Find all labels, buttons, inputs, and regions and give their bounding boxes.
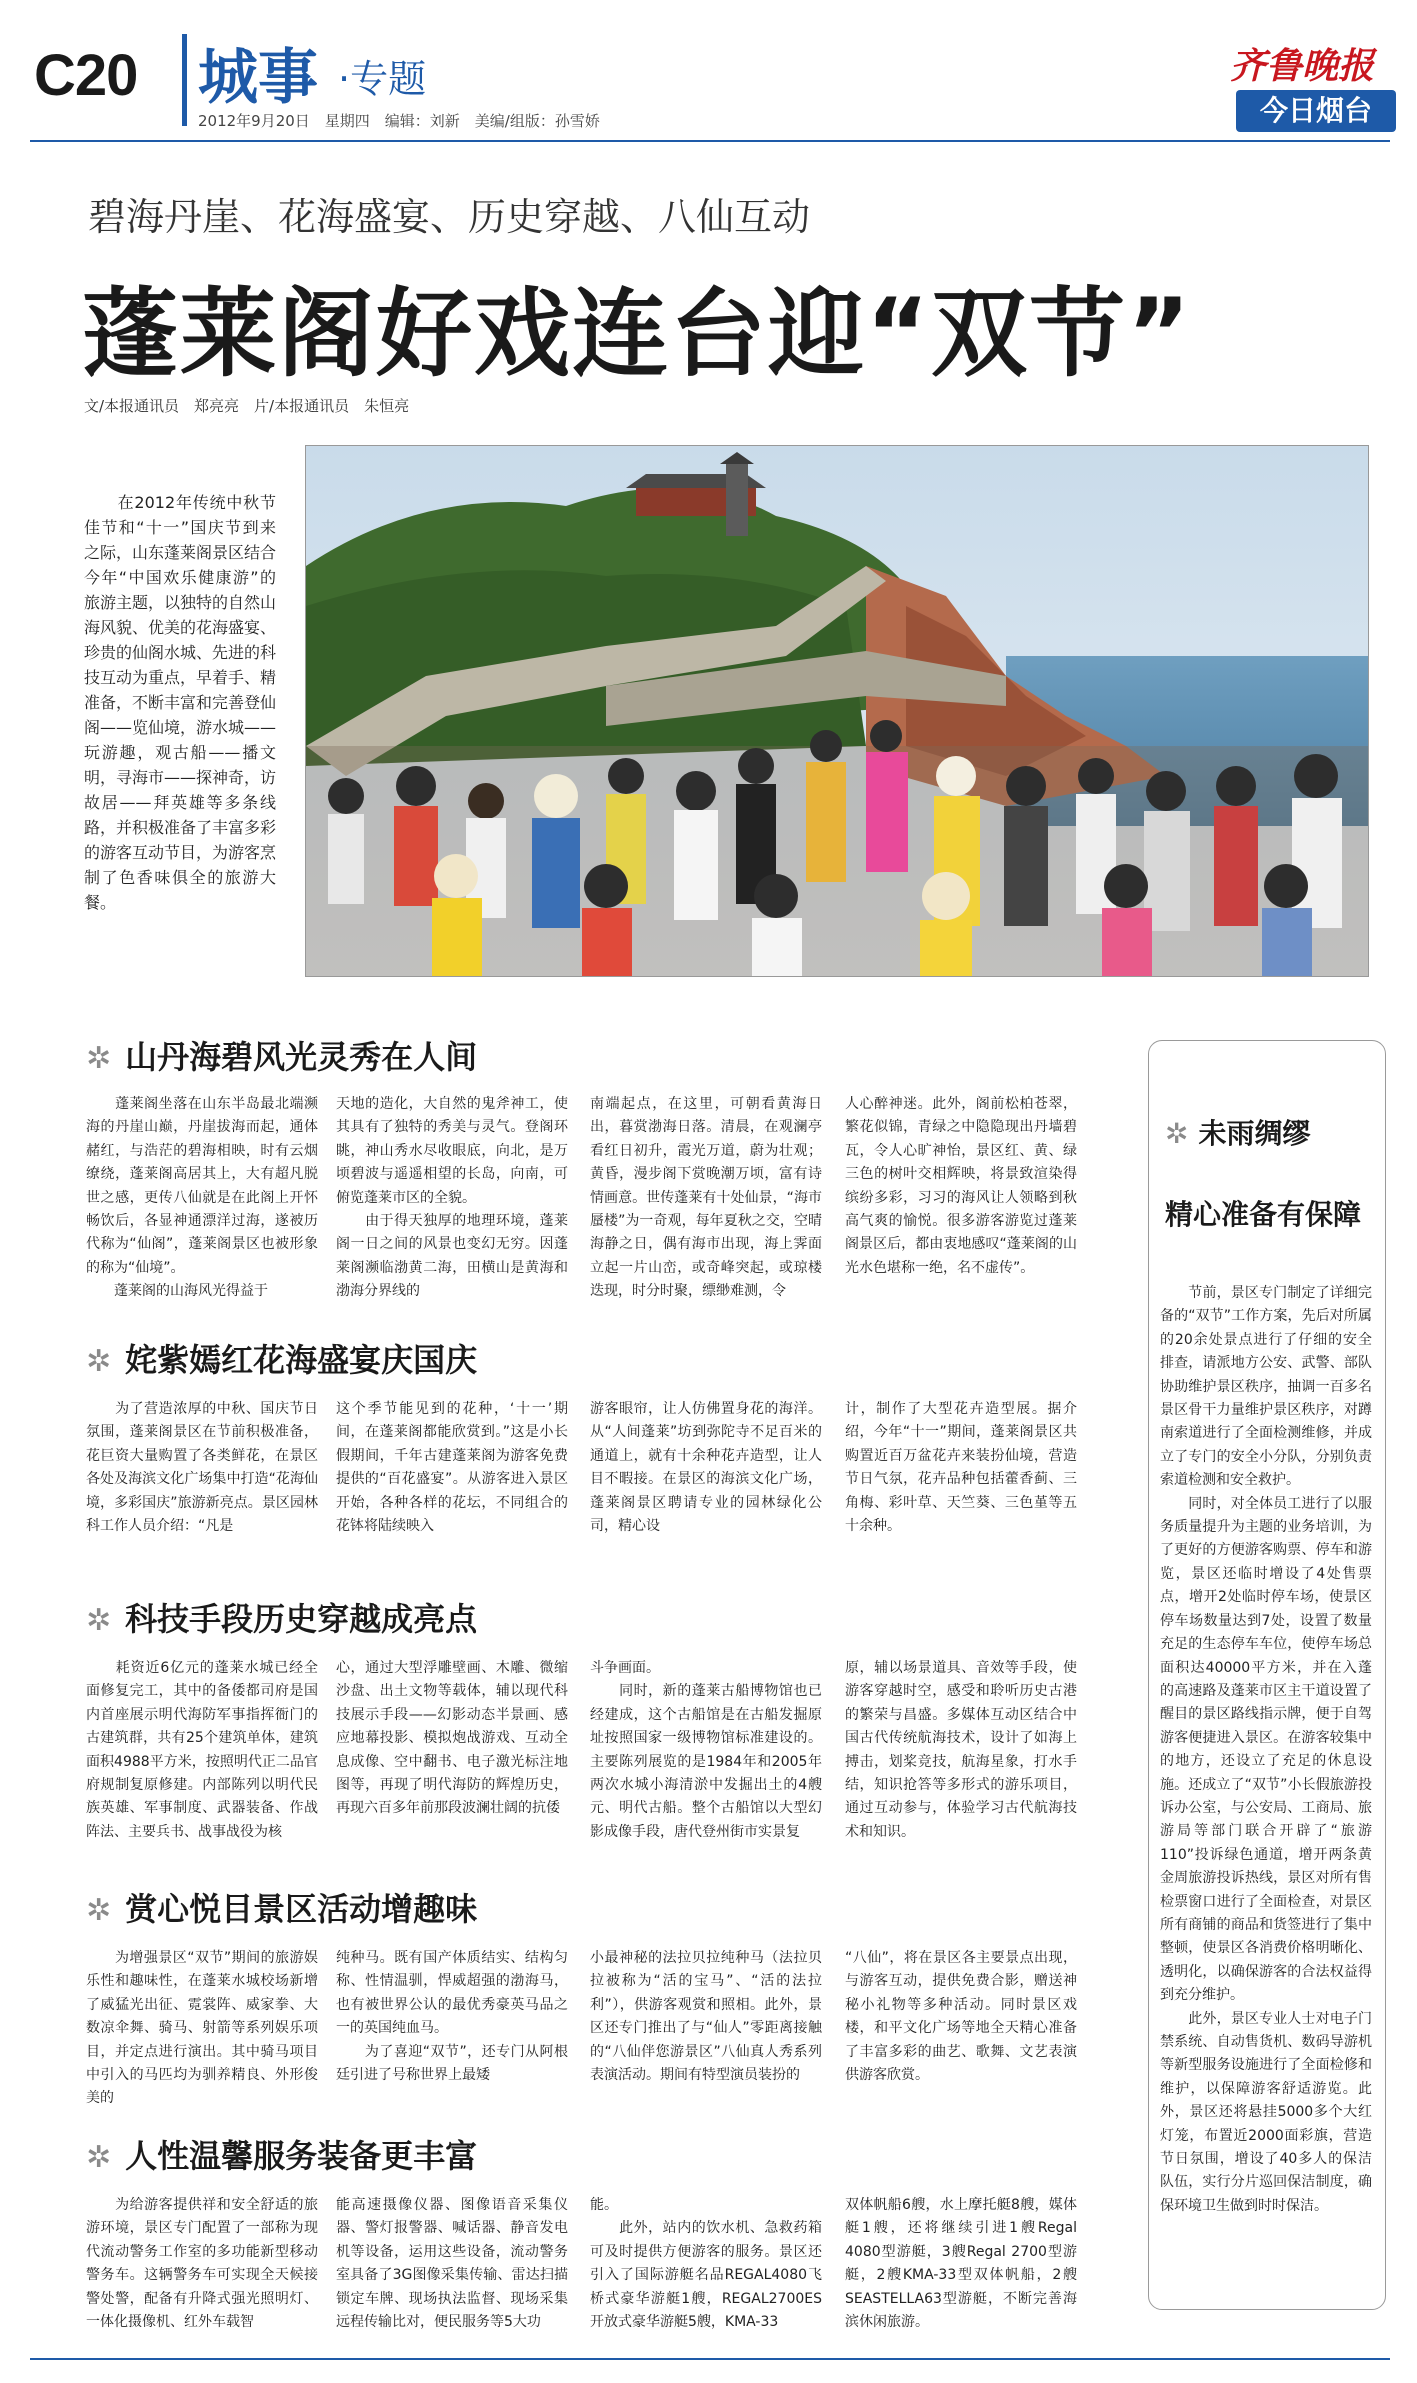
flower-icon: ✲	[86, 1041, 112, 1076]
masthead-divider	[182, 34, 187, 126]
sidebar-title-text: 未雨绸缪	[1198, 1117, 1311, 1150]
section-3-column-3: 斗争画面。 同时，新的蓬莱古船博物馆也已经建成，这个古船馆是在古船发掘原址按照国家一级博物馆标准建设的。主要陈列展览的是1984年和2005年两次水城小海清淤中发掘出土的4艘元、明代古船。整个古船馆以大型幻影成像手段，唐代登州街市实景复	[590, 1660, 822, 1840]
sidebar-body	[1160, 1282, 1372, 2218]
section-4-column-4: “八仙”，将在景区各主要景点出现，与游客互动，提供免费合影，赠送神秘小礼物等多种活动。同时景区戏楼，和平文化广场等地全天精心准备了丰富多彩的曲艺、歌舞、文艺表演供游客欣赏。	[845, 1950, 1077, 2084]
column-text: 为给游客提供祥和安全舒适的旅游环境，景区专门配置了一部称为现代流动警务工作室的多功能新型移动警务车。这辆警务车可实现全天候接警处警，配备有升降式强光照明灯、一体化摄像机、红外车载智	[86, 2197, 319, 2331]
column-text: 蓬莱阁坐落在山东半岛最北端濒海的丹崖山巅，丹崖拔海而起，通体赭红，与浩茫的碧海相映，时有云烟缭绕，蓬莱阁高居其上，大有超凡脱世之感，更传八仙就是在此阁上开怀畅饮后，各显神通漂洋过海，遂被历代称为“仙阁”，蓬莱阁景区也被形象的称为“仙境”。 蓬莱阁的山海风光得益于	[86, 1096, 319, 1300]
section-4-column-1	[86, 1947, 318, 2111]
article-kicker: 碧海丹崖、花海盛宴、历史穿越、八仙互动	[88, 195, 811, 239]
section-title: 城事	[198, 43, 318, 113]
flower-icon: ✲	[86, 1893, 112, 1928]
subsection-title: ·专题	[338, 57, 427, 101]
section-5-column-4: 双体帆船6艘，水上摩托艇8艘，媒体艇1艘，还将继续引进1艘Regal 4080型游艇，3艘Regal 2700型游艇，2艘KMA-33型双体帆船，2艘SEASTELLA63型游艇，不断完善海滨休闲旅游。	[845, 2197, 1077, 2331]
photo-illustration	[306, 446, 1368, 976]
section-heading-text: 山丹海碧风光灵秀在人间	[125, 1038, 478, 1076]
section-2-column-1	[86, 1398, 318, 1538]
article-byline: 文/本报通讯员 郑亮亮 片/本报通讯员 朱恒亮	[84, 397, 410, 415]
section-1-column-3: 南端起点，在这里，可朝看黄海日出，暮赏渤海日落。清晨，在观澜亭看红日初升，霞光万道，蔚为壮观；黄昏，漫步阁下赏晚潮万顷，富有诗情画意。世传蓬莱有十处仙景，“海市蜃楼”为一奇观，每年夏秋之交，空晴海静之日，偶有海市出现，海上霁面立起一片山峦，或奇峰突起，或琼楼迭现，时分时聚，缥缈难测，令	[590, 1096, 822, 1300]
section-heading-2	[86, 1335, 477, 1377]
section-heading-5	[86, 2131, 477, 2173]
flower-icon: ✲	[86, 2140, 112, 2175]
article-lead	[84, 490, 276, 915]
section-1-column-2: 天地的造化，大自然的鬼斧神工，使其具有了独特的秀美与灵气。登阁环眺，神山秀水尽收眼底，向北，是万顷碧波与遥遥相望的长岛，向南，可俯览蓬莱市区的全貌。 由于得天独厚的地理环境，蓬莱阁一日之间的风景也变幻无穷。因蓬莱阁濒临渤黄二海，田横山是黄海和渤海分界线的	[336, 1096, 568, 1300]
sidebar-title	[1165, 1112, 1310, 1152]
section-heading-4	[86, 1884, 477, 1926]
section-heading-text: 科技手段历史穿越成亮点	[125, 1600, 478, 1638]
section-heading-1	[86, 1032, 477, 1074]
section-1-column-4: 人心醉神迷。此外，阁前松柏苍翠，繁花似锦，青绿之中隐隐现出丹墙碧瓦，令人心旷神怡，景区红、黄、绿三色的树叶交相辉映，将景致渲染得缤纷多彩，习习的海风让人领略到秋高气爽的愉悦。很多游客游览过蓬莱阁景区后，都由衷地感叹“蓬莱阁的山光水色堪称一绝，名不虚传”。	[845, 1096, 1077, 1276]
section-4-column-3: 小最神秘的法拉贝拉纯种马（法拉贝拉被称为“活的宝马”、“活的法拉利”），供游客观赏和照相。此外，景区还专门推出了与“仙人”零距离接触的“八仙伴您游景区”八仙真人秀系列表演活动。期间有特型演员装扮的	[590, 1950, 822, 2084]
section-2-column-4: 计，制作了大型花卉造型展。据介绍，今年“十一”期间，蓬莱阁景区共购置近百万盆花卉来装扮仙境，营造节日气氛，花卉品种包括藿香蓟、三角梅、彩叶草、天竺葵、三色堇等五十余种。	[845, 1401, 1077, 1535]
sidebar-body-text: 节前，景区专门制定了详细完备的“双节”工作方案，先后对所属的20余处景点进行了仔细的安全排查，请派地方公安、武警、部队协助维护景区秩序，抽调一百多名景区骨干力量维护景区秩序，对蹲南索道进行了全面检测维修，并成立了专门的安全小分队，分别负责索道检测和安全救护。 同时，对全体员工进行了以服务质量提升为主题的业务培训，为了更好的方便游客购票、停车和游览，景区还临时增设了4处售票点，增开2处临时停车场，使景区停车场数量达到7处，设置了数量充足的生态停车车位，使停车场总面积达40000平方米，并在入蓬的高速路及蓬莱市区主干道设置了醒目的景区路线指示牌，便于自驾游客便捷进入景区。在游客较集中的地方，还设立了充足的休息设施。还成立了“双节”小长假旅游投诉办公室，与公安局、工商局、旅游局等部门联合开辟了“旅游110”投诉绿色通道，增开两条黄金周旅游投诉热线，景区对所有售检票窗口进行了全面检查，对景区所有商铺的商品和货签进行了集中整顿，使景区各消费价格明晰化、透明化，以确保游客的合法权益得到充分维护。 此外，景区专业人士对电子门禁系统、自动售货机、数码导游机等新型服务设施进行了全面检修和维护，以保障游客舒适游览。此外，景区还将悬挂5000多个大红灯笼，布置近2000面彩旗，营造节日氛围，增设了40多人的保洁队伍，实行分片巡回保洁制度，确保环境卫生做到时时保洁。	[1160, 1285, 1373, 2214]
section-2-column-2: 这个季节能见到的花种，‘十一’期间，在蓬莱阁都能欣赏到。”这是小长假期间，千年古建蓬莱阁为游客免费提供的“百花盛宴”。从游客进入景区开始，各种各样的花坛，不同组合的花钵将陆续映入	[336, 1401, 568, 1535]
article-headline: 蓬莱阁好戏连台迎“双节”	[82, 278, 1193, 390]
section-5-column-3: 能。 此外，站内的饮水机、急救药箱可及时提供方便游客的服务。景区还引入了国际游艇名品REGAL4080飞桥式豪华游艇1艘，REGAL2700ES开放式豪华游艇5艘，KMA-33	[590, 2197, 822, 2331]
sidebar-subtitle: 精心准备有保障	[1165, 1198, 1362, 1231]
column-text: 耗资近6亿元的蓬莱水城已经全面修复完工，其中的备倭都司府是国内首座展示明代海防军事指挥衙门的古建筑群，共有25个建筑单体，建筑面积4988平方米，按照明代正二品官府规制复原修建。内部陈列以明代民族英雄、军事制度、武器装备、作战阵法、主要兵书、战事战役为核	[86, 1660, 318, 1840]
flower-icon: ✲	[86, 1603, 112, 1638]
section-heading-text: 人性温馨服务装备更丰富	[125, 2137, 478, 2175]
column-text: 为了营造浓厚的中秋、国庆节日氛围，蓬莱阁景区在节前积极准备，花巨资大量购置了各类鲜花，在景区各处及海滨文化广场集中打造“花海仙境，多彩国庆”旅游新亮点。景区园林科工作人员介绍：“凡是	[86, 1401, 319, 1535]
section-4-column-2: 纯种马。既有国产体质结实、结构匀称、性情温驯，悍威超强的渤海马，也有被世界公认的最优秀豪英马品之一的英国纯血马。 为了喜迎“双节”，还专门从阿根廷引进了号称世界上最矮	[336, 1950, 568, 2084]
section-3-column-2: 心，通过大型浮雕壁画、木雕、微缩沙盘、出土文物等载体，辅以现代科技展示手段——幻影动态半景画、感应地幕投影、模拟炮战游戏、互动全息成像、空中翻书、电子激光标注地图等，再现了明代海防的辉煌历史，再现六百多年前那段波澜壮阔的抗倭	[336, 1660, 568, 1817]
city-badge: 今日烟台	[1236, 90, 1396, 132]
paper-logo: 齐鲁晚报	[1230, 45, 1375, 87]
bottom-rule	[30, 2358, 1390, 2360]
flower-icon: ✲	[1165, 1117, 1189, 1150]
section-heading-text: 姹紫嫣红花海盛宴庆国庆	[125, 1341, 478, 1379]
section-heading-text: 赏心悦目景区活动增趣味	[125, 1890, 478, 1928]
dateline: 2012年9月20日 星期四 编辑：刘新 美编/组版：孙雪娇	[198, 112, 600, 130]
section-3-column-1	[86, 1657, 318, 1844]
column-text: 为增强景区“双节”期间的旅游娱乐性和趣味性，在蓬莱水城校场新增了威猛光出征、霓裳阵、威家拳、大数凉伞舞、骑马、射箭等系列娱乐项目，并定点进行演出。其中骑马项目中引入的马匹均为驯养精良、外形俊美的	[86, 1950, 318, 2107]
section-2-column-3: 游客眼帘，让人仿佛置身花的海洋。从“人间蓬莱”坊到弥陀寺不足百米的通道上，就有十余种花卉造型，让人目不暇接。在景区的海滨文化广场，蓬莱阁景区聘请专业的园林绿化公司，精心设	[590, 1401, 822, 1535]
section-heading-3	[86, 1594, 477, 1636]
section-5-column-1	[86, 2194, 318, 2334]
section-3-column-4: 原，辅以场景道具、音效等手段，使游客穿越时空，感受和聆听历史古港的繁荣与昌盛。多媒体互动区结合中国古代传统航海技术，设计了如海上搏击，划桨竞技，航海星象，打水手结，知识抢答等多形式的游乐项目，通过互动参与，体验学习古代航海技术和知识。	[845, 1660, 1077, 1840]
section-1-column-1	[86, 1093, 318, 1304]
flower-icon: ✲	[86, 1344, 112, 1379]
page-number: C20	[34, 43, 138, 108]
top-rule	[30, 140, 1390, 142]
penglai-pavilion-photo	[305, 445, 1369, 977]
lead-text: 在2012年传统中秋节佳节和“十一”国庆节到来之际，山东蓬莱阁景区结合今年“中国欢乐健康游”的旅游主题，以独特的自然山海风貌、优美的花海盛宴、珍贵的仙阁水城、先进的科技互动为重点，早着手、精准备，不断丰富和完善登仙阁——览仙境，游水城——玩游趣，观古船——播文明，寻海市——探神奇，访故居——拜英雄等多条线路，并积极准备了丰富多彩的游客互动节目，为游客烹制了色香味俱全的旅游大餐。	[84, 493, 277, 912]
section-5-column-2: 能高速摄像仪器、图像语音采集仪器、警灯报警器、喊话器、静音发电机等设备，运用这些设备，流动警务室具备了3G图像采集传输、雷达扫描锁定车牌、现场执法监督、现场采集远程传输比对，便民服务等5大功	[336, 2197, 568, 2331]
